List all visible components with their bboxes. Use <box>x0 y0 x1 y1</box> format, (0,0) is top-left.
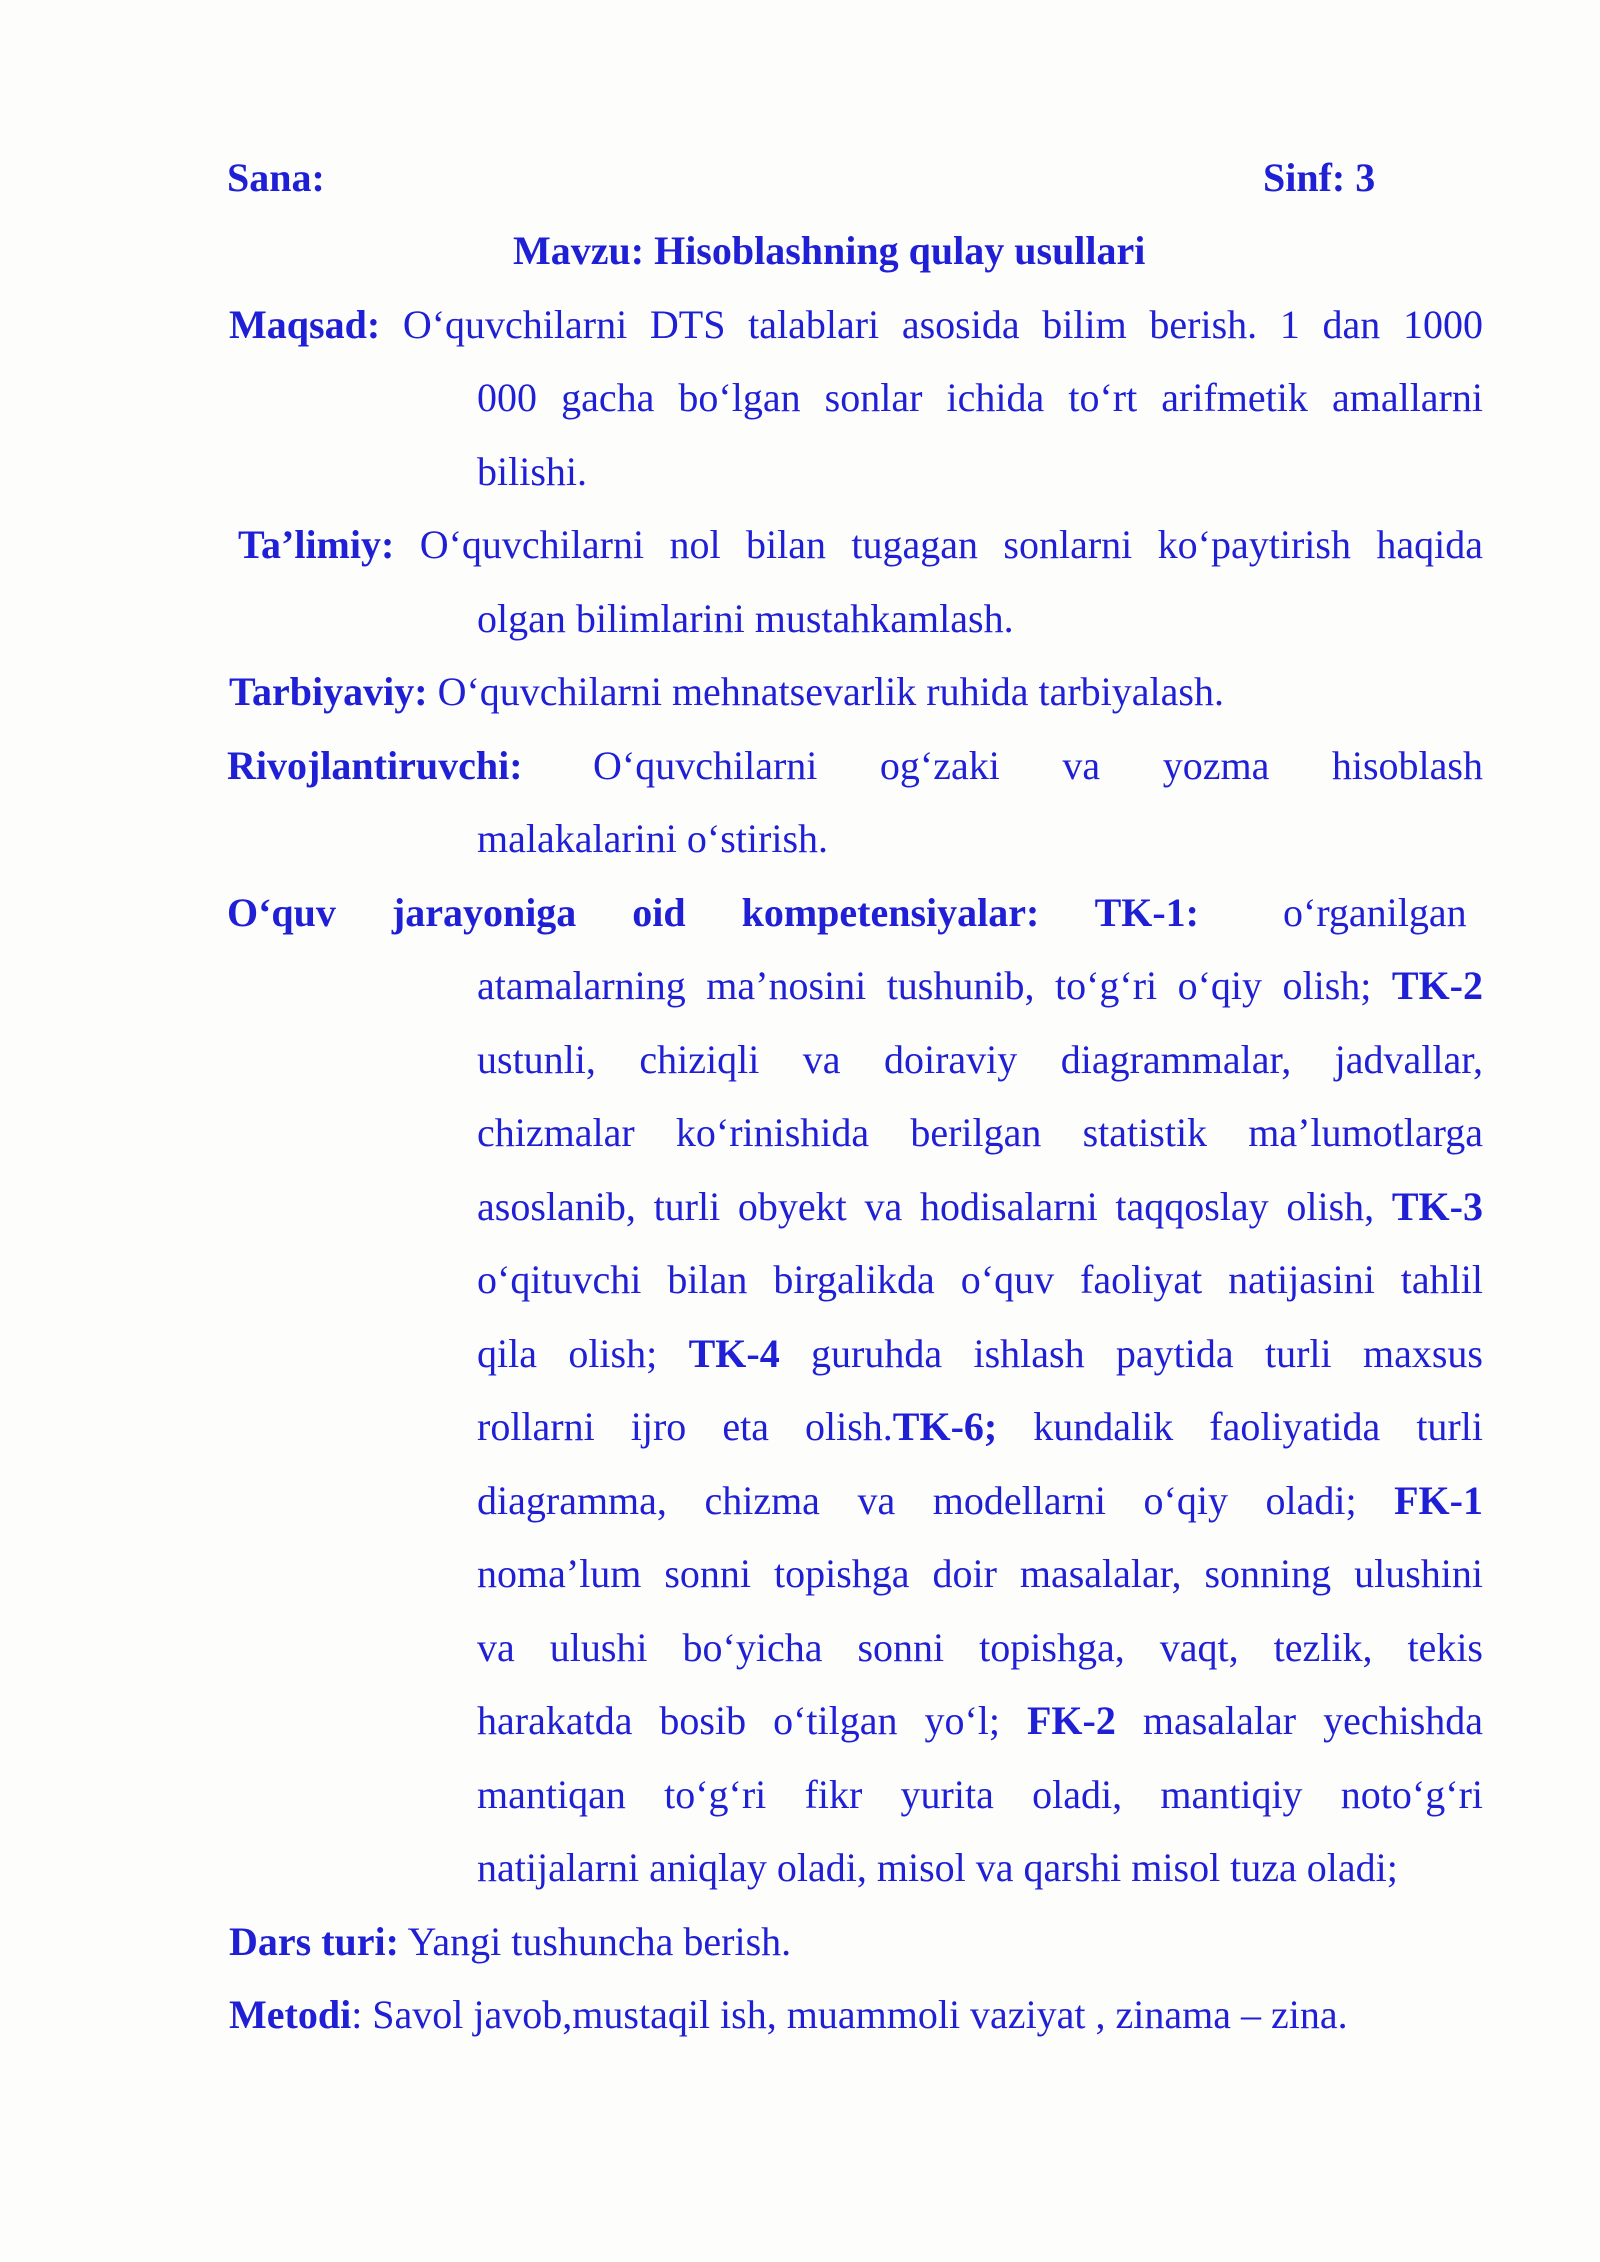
talimiy-line-1 <box>238 521 1483 569</box>
kompetensiyalar-line-7 <box>477 1330 1483 1378</box>
kompetensiyalar-text-8b: kundalik faoliyatida turli <box>1033 1404 1483 1449</box>
maqsad-line-2: 000 gacha bo‘lgan sonlar ichida to‘rt arifmetik amallarni <box>477 375 1483 420</box>
dars-turi-text: Yangi tushuncha berish. <box>398 1919 792 1964</box>
kompetensiyalar-line-3: ustunli, chiziqli va doiraviy diagrammalar, jadvallar, <box>477 1037 1483 1082</box>
kompetensiyalar-label: O‘quv jarayoniga oid kompetensiyalar: <box>227 890 1040 935</box>
rivojlantiruvchi-label: Rivojlantiruvchi: <box>227 743 523 788</box>
maqsad-label: Maqsad: <box>229 302 381 347</box>
kompetensiyalar-line-13: mantiqan to‘g‘ri fikr yurita oladi, mantiqiy noto‘g‘ri <box>477 1772 1483 1817</box>
kompetensiyalar-line-1-rest: o‘rganilgan <box>1283 890 1467 935</box>
kompetensiyalar-line-5 <box>477 1183 1483 1231</box>
kompetensiyalar-text-7a: qila olish; <box>477 1331 658 1376</box>
kompetensiyalar-text-8a: rollarni ijro eta olish. <box>477 1404 893 1449</box>
tarbiyaviy-label: Tarbiyaviy: <box>229 669 428 714</box>
kompetensiyalar-line-8 <box>477 1403 1483 1451</box>
metodi-line <box>229 1991 1483 2039</box>
dars-turi-label: Dars turi: <box>229 1919 399 1964</box>
topic-title: Mavzu: Hisoblashning qulay usullari <box>513 228 1146 273</box>
dars-turi-line <box>229 1918 1483 1966</box>
fk1-label: FK-1 <box>1394 1478 1483 1523</box>
talimiy-line-2: olgan bilimlarini mustahkamlash. <box>477 596 1014 641</box>
maqsad-line-3: bilishi. <box>477 449 588 494</box>
kompetensiyalar-text-12b: masalalar yechishda <box>1142 1698 1484 1743</box>
kompetensiyalar-line-4: chizmalar ko‘rinishida berilgan statistik ma’lumotlarga <box>477 1110 1483 1155</box>
fk2-label: FK-2 <box>1027 1698 1116 1743</box>
maqsad-text-1: O‘quvchilarni DTS talablari asosida bilim berish. 1 dan 1000 <box>380 302 1483 347</box>
rivojlantiruvchi-line-2: malakalarini o‘stirish. <box>477 816 829 861</box>
kompetensiyalar-line-10: noma’lum sonni topishga doir masalalar, sonning ulushini <box>477 1551 1483 1596</box>
kompetensiyalar-line-11: va ulushi bo‘yicha sonni topishga, vaqt, tezlik, tekis <box>477 1625 1483 1670</box>
tarbiyaviy-text: O‘quvchilarni mehnatsevarlik ruhida tarbiyalash. <box>427 669 1224 714</box>
kompetensiyalar-label-line <box>227 889 1199 937</box>
talimiy-text-1: O‘quvchilarni nol bilan tugagan sonlarni ko‘paytirish haqida <box>394 522 1483 567</box>
talimiy-label: Ta’limiy: <box>238 522 395 567</box>
kompetensiyalar-line-12 <box>477 1697 1483 1745</box>
tk3-label: TK-3 <box>1391 1184 1483 1229</box>
tk1-label: TK-1: <box>1094 890 1199 935</box>
kompetensiyalar-line-9 <box>477 1477 1483 1525</box>
kompetensiyalar-line-2 <box>477 962 1483 1010</box>
metodi-label: Metodi <box>229 1992 352 2037</box>
tk4-label: TK-4 <box>688 1331 780 1376</box>
kompetensiyalar-text-9: diagramma, chizma va modellarni o‘qiy oladi; <box>477 1478 1357 1523</box>
kompetensiyalar-text-7b: guruhda ishlash paytida turli maxsus <box>811 1331 1483 1376</box>
tk6-label: TK-6; <box>892 1404 998 1449</box>
metodi-text: : Savol javob,mustaqil ish, muammoli vaziyat , zinama – zina. <box>351 1992 1348 2037</box>
kompetensiyalar-text-12a: harakatda bosib o‘tilgan yo‘l; <box>477 1698 1001 1743</box>
tarbiyaviy-line <box>229 668 1483 716</box>
kompetensiyalar-line-6: o‘qituvchi bilan birgalikda o‘quv faoliyat natijasini tahlil <box>477 1257 1483 1302</box>
kompetensiyalar-text-2: atamalarning ma’nosini tushunib, to‘g‘ri o‘qiy olish; <box>477 963 1372 1008</box>
class-label: Sinf: 3 <box>1263 155 1376 200</box>
kompetensiyalar-text-5: asoslanib, turli obyekt va hodisalarni taqqoslay olish, <box>477 1184 1375 1229</box>
date-label: Sana: <box>227 155 325 200</box>
tk2-label: TK-2 <box>1391 963 1484 1008</box>
kompetensiyalar-line-14: natijalarni aniqlay oladi, misol va qarshi misol tuza oladi; <box>477 1845 1398 1890</box>
rivojlantiruvchi-line-1: O‘quvchilarni og‘zaki va yozma hisoblash <box>593 743 1483 788</box>
maqsad-line-1 <box>229 301 1483 349</box>
